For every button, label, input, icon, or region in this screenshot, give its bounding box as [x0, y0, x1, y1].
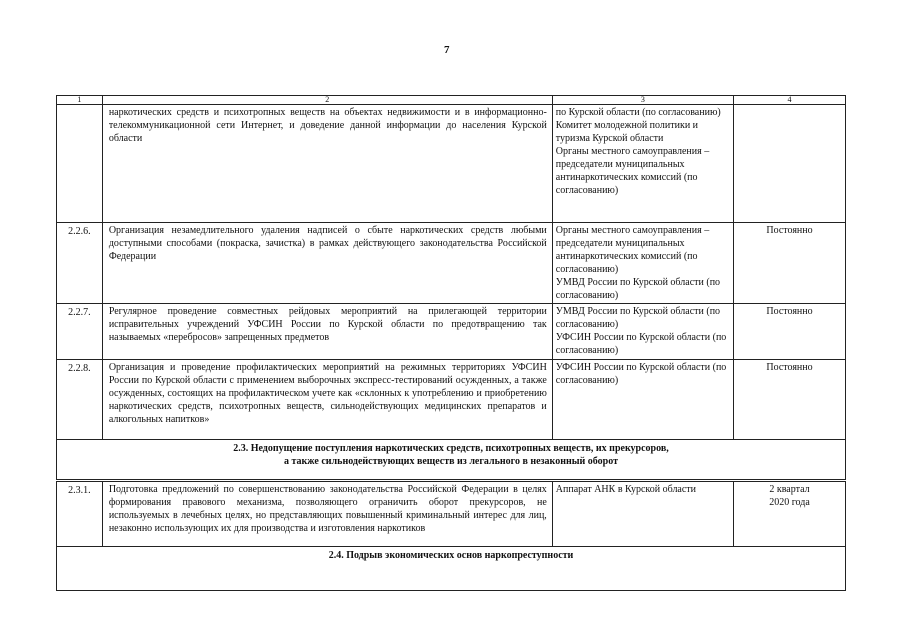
- executor-line: Органы местного самоуправления – председатели муниципальных антинаркотических комиссий (по согласованию): [555, 225, 710, 275]
- measure-text: наркотических средств и психотропных веществ на объектах недвижимости и в информационно-телекоммуникационной сети Интернет, и доведение данной информации до населения Курской области: [102, 105, 552, 223]
- table-row: [57, 105, 846, 223]
- term-cell: Постоянно: [734, 304, 846, 360]
- row-number: 2.3.1.: [57, 481, 103, 547]
- row-number: 2.2.6.: [57, 223, 103, 304]
- term-cell: [734, 481, 846, 547]
- executor-line: по Курской области (по согласованию): [555, 107, 721, 118]
- section-heading-line: а также сильнодействующих веществ из легального в незаконный оборот: [284, 456, 618, 467]
- section-heading: [57, 547, 846, 591]
- executor-line: Комитет молодежной политики и туризма Курской области: [555, 120, 699, 144]
- row-number: 2.2.8.: [57, 360, 103, 440]
- executor-line: Органы местного самоуправления – председатели муниципальных антинаркотических комиссий (по согласованию): [555, 146, 710, 196]
- executors-cell: [552, 105, 733, 223]
- row-number: 2.2.7.: [57, 304, 103, 360]
- executor-line: УФСИН России по Курской области (по согласованию): [555, 332, 727, 356]
- table-row: [57, 304, 846, 360]
- executor-line: Аппарат АНК в Курской области: [555, 484, 697, 495]
- measure-text: Организация и проведение профилактических мероприятий на режимных территориях УФСИН России по Курской области с применением выборочных экспресс-тестирований осужденных, а также осужденных, состоящих на профилактическом учете как «склонных к употреблению и приобретению наркотических средств, психотропных веществ, сильнодействующих медицинских препаратов и алкогольных напитков»: [102, 360, 552, 440]
- page-number: 7: [444, 44, 450, 56]
- executors-cell: [552, 360, 733, 440]
- executors-cell: [552, 223, 733, 304]
- measure-text: Регулярное проведение совместных рейдовых мероприятий на прилегающей территории исправительных учреждений УФСИН России по Курской области по предотвращению так называемых «перебросов» запрещенных предметов: [102, 304, 552, 360]
- term-cell: Постоянно: [734, 223, 846, 304]
- header-col-1: 1: [57, 96, 103, 105]
- executor-line: УФСИН России по Курской области (по согласованию): [555, 362, 727, 386]
- measure-text: Организация незамедлительного удаления надписей о сбыте наркотических средств любыми доступными способами (покраска, зачистка) в рамках действующего законодательства Российской Федерации: [102, 223, 552, 304]
- term-cell: [734, 105, 846, 223]
- header-col-4: 4: [734, 96, 846, 105]
- header-col-2: 2: [102, 96, 552, 105]
- term-cell: Постоянно: [734, 360, 846, 440]
- section-heading-row: [57, 547, 846, 591]
- term-line: 2020 года: [769, 497, 810, 508]
- section-heading-row: [57, 440, 846, 481]
- executor-line: УМВД России по Курской области (по согласованию): [555, 277, 721, 301]
- section-heading-line: 2.3. Недопущение поступления наркотических средств, психотропных веществ, их прекурсоров,: [233, 443, 669, 454]
- measure-text: Подготовка предложений по совершенствованию законодательства Российской Федерации в целях формирования правового механизма, позволяющего ограничить оборот прекурсоров, не используемых в лечебных целях, но представляющих повышенный криминальный интерес для лиц, незаконно использующих их для производства и изготовления наркотиков: [102, 481, 552, 547]
- table-row: [57, 223, 846, 304]
- header-col-3: 3: [552, 96, 733, 105]
- section-heading-line: 2.4. Подрыв экономических основ наркопреступности: [328, 550, 574, 561]
- term-line: 2 квартал: [769, 484, 810, 495]
- table-row: [57, 360, 846, 440]
- header-row: [57, 96, 846, 105]
- executors-cell: [552, 304, 733, 360]
- row-number: [57, 105, 103, 223]
- plan-table: [56, 95, 846, 591]
- executors-cell: [552, 481, 733, 547]
- executor-line: УМВД России по Курской области (по согласованию): [555, 306, 721, 330]
- section-heading: [57, 440, 846, 481]
- table-row: [57, 481, 846, 547]
